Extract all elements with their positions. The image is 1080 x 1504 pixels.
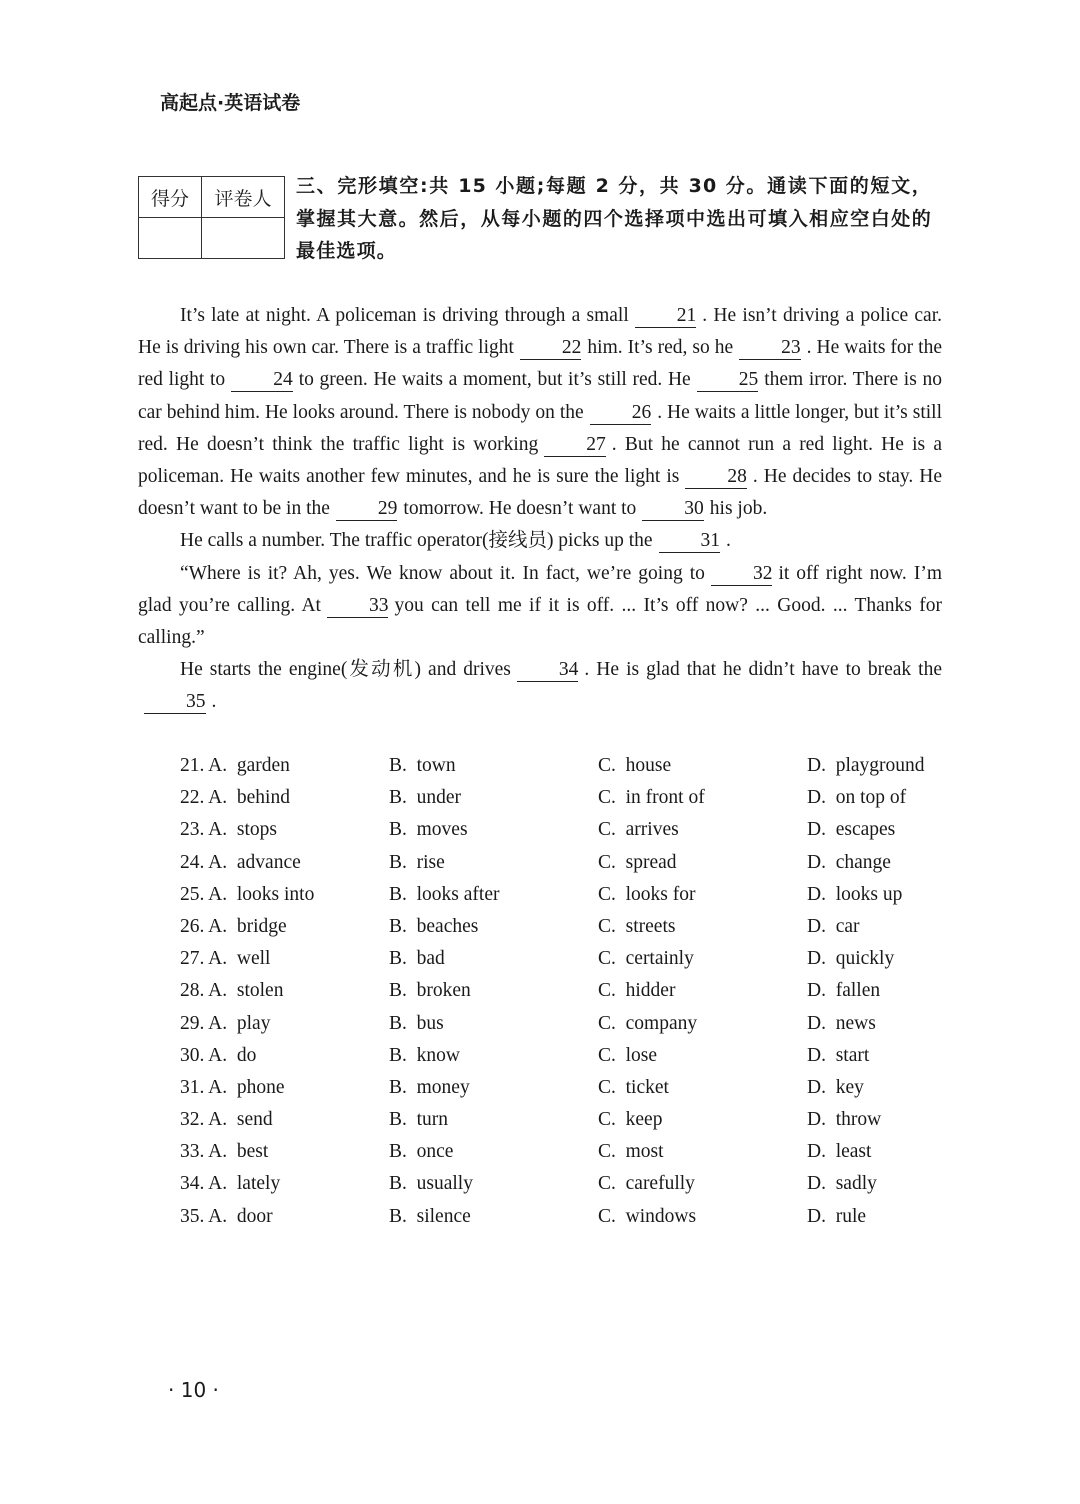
passage-paragraph bbox=[138, 525, 942, 557]
option-row bbox=[180, 975, 960, 1007]
option-row bbox=[180, 782, 960, 814]
option-choice: B. rise bbox=[389, 851, 445, 873]
score-table bbox=[138, 176, 285, 259]
option-choice: 29. A. play bbox=[180, 1012, 271, 1034]
options-list bbox=[180, 750, 960, 1233]
option-choice: C. most bbox=[598, 1141, 664, 1163]
grader-header: 评卷人 bbox=[202, 177, 285, 218]
option-choice: D. throw bbox=[807, 1109, 882, 1131]
option-choice: B. moves bbox=[389, 819, 468, 841]
section-instructions: 三、完形填空:共 15 小题;每题 2 分，共 30 分。通读下面的短文，掌握其大意。然后，从每小题的四个选择项中选出可填入相应空白处的最佳选项。 bbox=[296, 175, 932, 262]
option-choice: C. windows bbox=[598, 1205, 697, 1227]
answer-blank: 29 bbox=[336, 498, 398, 521]
passage-paragraph bbox=[138, 558, 942, 655]
option-row bbox=[180, 814, 960, 846]
passage-text: them irror. There is no car behind him. He looks around. There is nobody on the bbox=[138, 369, 942, 423]
option-choice: C. spread bbox=[598, 851, 677, 873]
answer-blank: 22 bbox=[520, 337, 582, 360]
option-choice: 31. A. phone bbox=[180, 1076, 285, 1098]
answer-blank: 31 bbox=[659, 530, 721, 553]
answer-blank: 23 bbox=[739, 337, 801, 360]
option-choice: D. on top of bbox=[807, 787, 907, 809]
option-choice: C. ticket bbox=[598, 1076, 669, 1098]
option-choice: C. streets bbox=[598, 915, 676, 937]
option-choice: D. fallen bbox=[807, 980, 881, 1002]
passage-text: to green. He waits a moment, but it’s still red. He bbox=[298, 369, 691, 391]
answer-blank: 35 bbox=[144, 691, 206, 714]
passage-text: . He is glad that he didn’t have to break the bbox=[584, 659, 942, 681]
option-choice: C. keep bbox=[598, 1109, 663, 1131]
option-choice: 25. A. looks into bbox=[180, 883, 315, 905]
passage-text: It’s late at night. A policeman is driving through a small bbox=[180, 305, 629, 326]
option-choice: B. money bbox=[389, 1076, 470, 1098]
option-row bbox=[180, 911, 960, 943]
answer-blank: 26 bbox=[590, 402, 652, 425]
cloze-passage bbox=[138, 300, 942, 719]
passage-text: . bbox=[726, 530, 731, 552]
option-choice: D. sadly bbox=[807, 1173, 877, 1195]
answer-blank: 27 bbox=[544, 434, 606, 457]
option-choice: B. beaches bbox=[389, 915, 479, 937]
passage-paragraph bbox=[138, 654, 942, 718]
option-choice: B. town bbox=[389, 755, 456, 776]
answer-blank: 30 bbox=[642, 498, 704, 521]
option-row bbox=[180, 1104, 960, 1136]
passage-paragraph bbox=[138, 300, 942, 525]
option-choice: D. news bbox=[807, 1012, 876, 1034]
option-choice: D. start bbox=[807, 1044, 870, 1066]
option-choice: D. rule bbox=[807, 1205, 867, 1227]
option-choice: B. once bbox=[389, 1141, 454, 1163]
option-choice: C. in front of bbox=[598, 787, 705, 809]
passage-text: . He isn’t driving a police car. He is driving his own car. There is a traffic light bbox=[138, 305, 942, 359]
passage-text: it off right now. I’m glad you’re calling. At bbox=[138, 562, 942, 616]
option-row bbox=[180, 1136, 960, 1168]
option-choice: 24. A. advance bbox=[180, 851, 301, 873]
score-cell bbox=[139, 218, 202, 259]
option-choice: B. bad bbox=[389, 948, 445, 970]
passage-text: He calls a number. The traffic operator(接线员) picks up the bbox=[180, 530, 653, 552]
option-choice: C. looks for bbox=[598, 883, 696, 905]
option-row bbox=[180, 943, 960, 975]
option-choice: D. escapes bbox=[807, 819, 896, 841]
option-row bbox=[180, 1201, 960, 1233]
option-row bbox=[180, 847, 960, 879]
option-choice: D. looks up bbox=[807, 883, 903, 905]
option-choice: D. change bbox=[807, 851, 891, 873]
option-choice: B. bus bbox=[389, 1012, 444, 1034]
passage-text: him. It’s red, so he bbox=[587, 337, 734, 359]
answer-blank: 28 bbox=[685, 466, 747, 489]
option-choice: 32. A. send bbox=[180, 1109, 273, 1131]
option-choice: 30. A. do bbox=[180, 1044, 257, 1066]
passage-text: . But he cannot run a red light. He is a policeman. He waits another few minutes, and he is sure the light is bbox=[138, 433, 943, 488]
option-choice: 34. A. lately bbox=[180, 1173, 281, 1195]
passage-text: you can tell me if it is off. ... It’s off now? ... Good. ... Thanks for calling.” bbox=[138, 594, 943, 649]
answer-blank: 33 bbox=[327, 595, 389, 618]
option-choice: D. key bbox=[807, 1076, 864, 1098]
option-choice: 33. A. best bbox=[180, 1141, 269, 1163]
answer-blank: 25 bbox=[697, 369, 759, 392]
option-choice: B. turn bbox=[389, 1109, 449, 1131]
option-choice: 26. A. bridge bbox=[180, 915, 287, 937]
option-choice: D. playground bbox=[807, 755, 925, 776]
option-row bbox=[180, 1168, 960, 1200]
option-choice: C. company bbox=[598, 1012, 698, 1034]
option-row bbox=[180, 750, 960, 782]
option-choice: 35. A. door bbox=[180, 1205, 273, 1227]
answer-blank: 34 bbox=[517, 659, 579, 682]
passage-text: . He waits for the red light to bbox=[138, 337, 942, 391]
option-choice: B. broken bbox=[389, 980, 471, 1002]
answer-blank: 24 bbox=[231, 369, 293, 392]
passage-text: . He decides to stay. He doesn’t want to be in the bbox=[138, 466, 942, 520]
option-choice: 27. A. well bbox=[180, 948, 271, 970]
option-choice: C. arrives bbox=[598, 819, 679, 841]
passage-text: . He waits a little longer, but it’s still red. He doesn’t think the traffic light is working bbox=[138, 401, 942, 455]
option-choice: 22. A. behind bbox=[180, 787, 290, 809]
option-choice: C. house bbox=[598, 755, 672, 776]
option-choice: D. quickly bbox=[807, 948, 895, 970]
option-choice: C. lose bbox=[598, 1044, 658, 1066]
option-choice: 28. A. stolen bbox=[180, 980, 284, 1002]
option-choice: B. silence bbox=[389, 1205, 471, 1227]
answer-blank: 32 bbox=[711, 563, 773, 586]
option-choice: B. looks after bbox=[389, 883, 500, 905]
page-header: 高起点·英语试卷 bbox=[160, 92, 301, 114]
option-choice: B. know bbox=[389, 1044, 460, 1066]
option-choice: C. hidder bbox=[598, 980, 676, 1002]
option-choice: 23. A. stops bbox=[180, 819, 277, 841]
passage-text: “Where is it? Ah, yes. We know about it. In fact, we’re going to bbox=[180, 562, 705, 584]
option-choice: B. under bbox=[389, 787, 462, 809]
passage-text: . bbox=[211, 691, 217, 713]
passage-text: his job. bbox=[709, 498, 768, 520]
option-choice: C. certainly bbox=[598, 948, 694, 970]
answer-blank: 21 bbox=[635, 305, 697, 328]
passage-text: tomorrow. He doesn’t want to bbox=[403, 498, 637, 520]
option-row bbox=[180, 1040, 960, 1072]
option-choice: D. car bbox=[807, 915, 860, 937]
option-row bbox=[180, 1072, 960, 1104]
option-row bbox=[180, 879, 960, 911]
option-choice: B. usually bbox=[389, 1173, 473, 1195]
grader-cell bbox=[202, 218, 285, 259]
passage-text: He starts the engine(发动机) and drives bbox=[180, 659, 511, 681]
option-choice: 21. A. garden bbox=[180, 755, 290, 776]
option-row bbox=[180, 1008, 960, 1040]
page-number: · 10 · bbox=[168, 1378, 219, 1402]
option-choice: D. least bbox=[807, 1141, 872, 1163]
score-header: 得分 bbox=[139, 177, 202, 218]
option-choice: C. carefully bbox=[598, 1173, 695, 1195]
